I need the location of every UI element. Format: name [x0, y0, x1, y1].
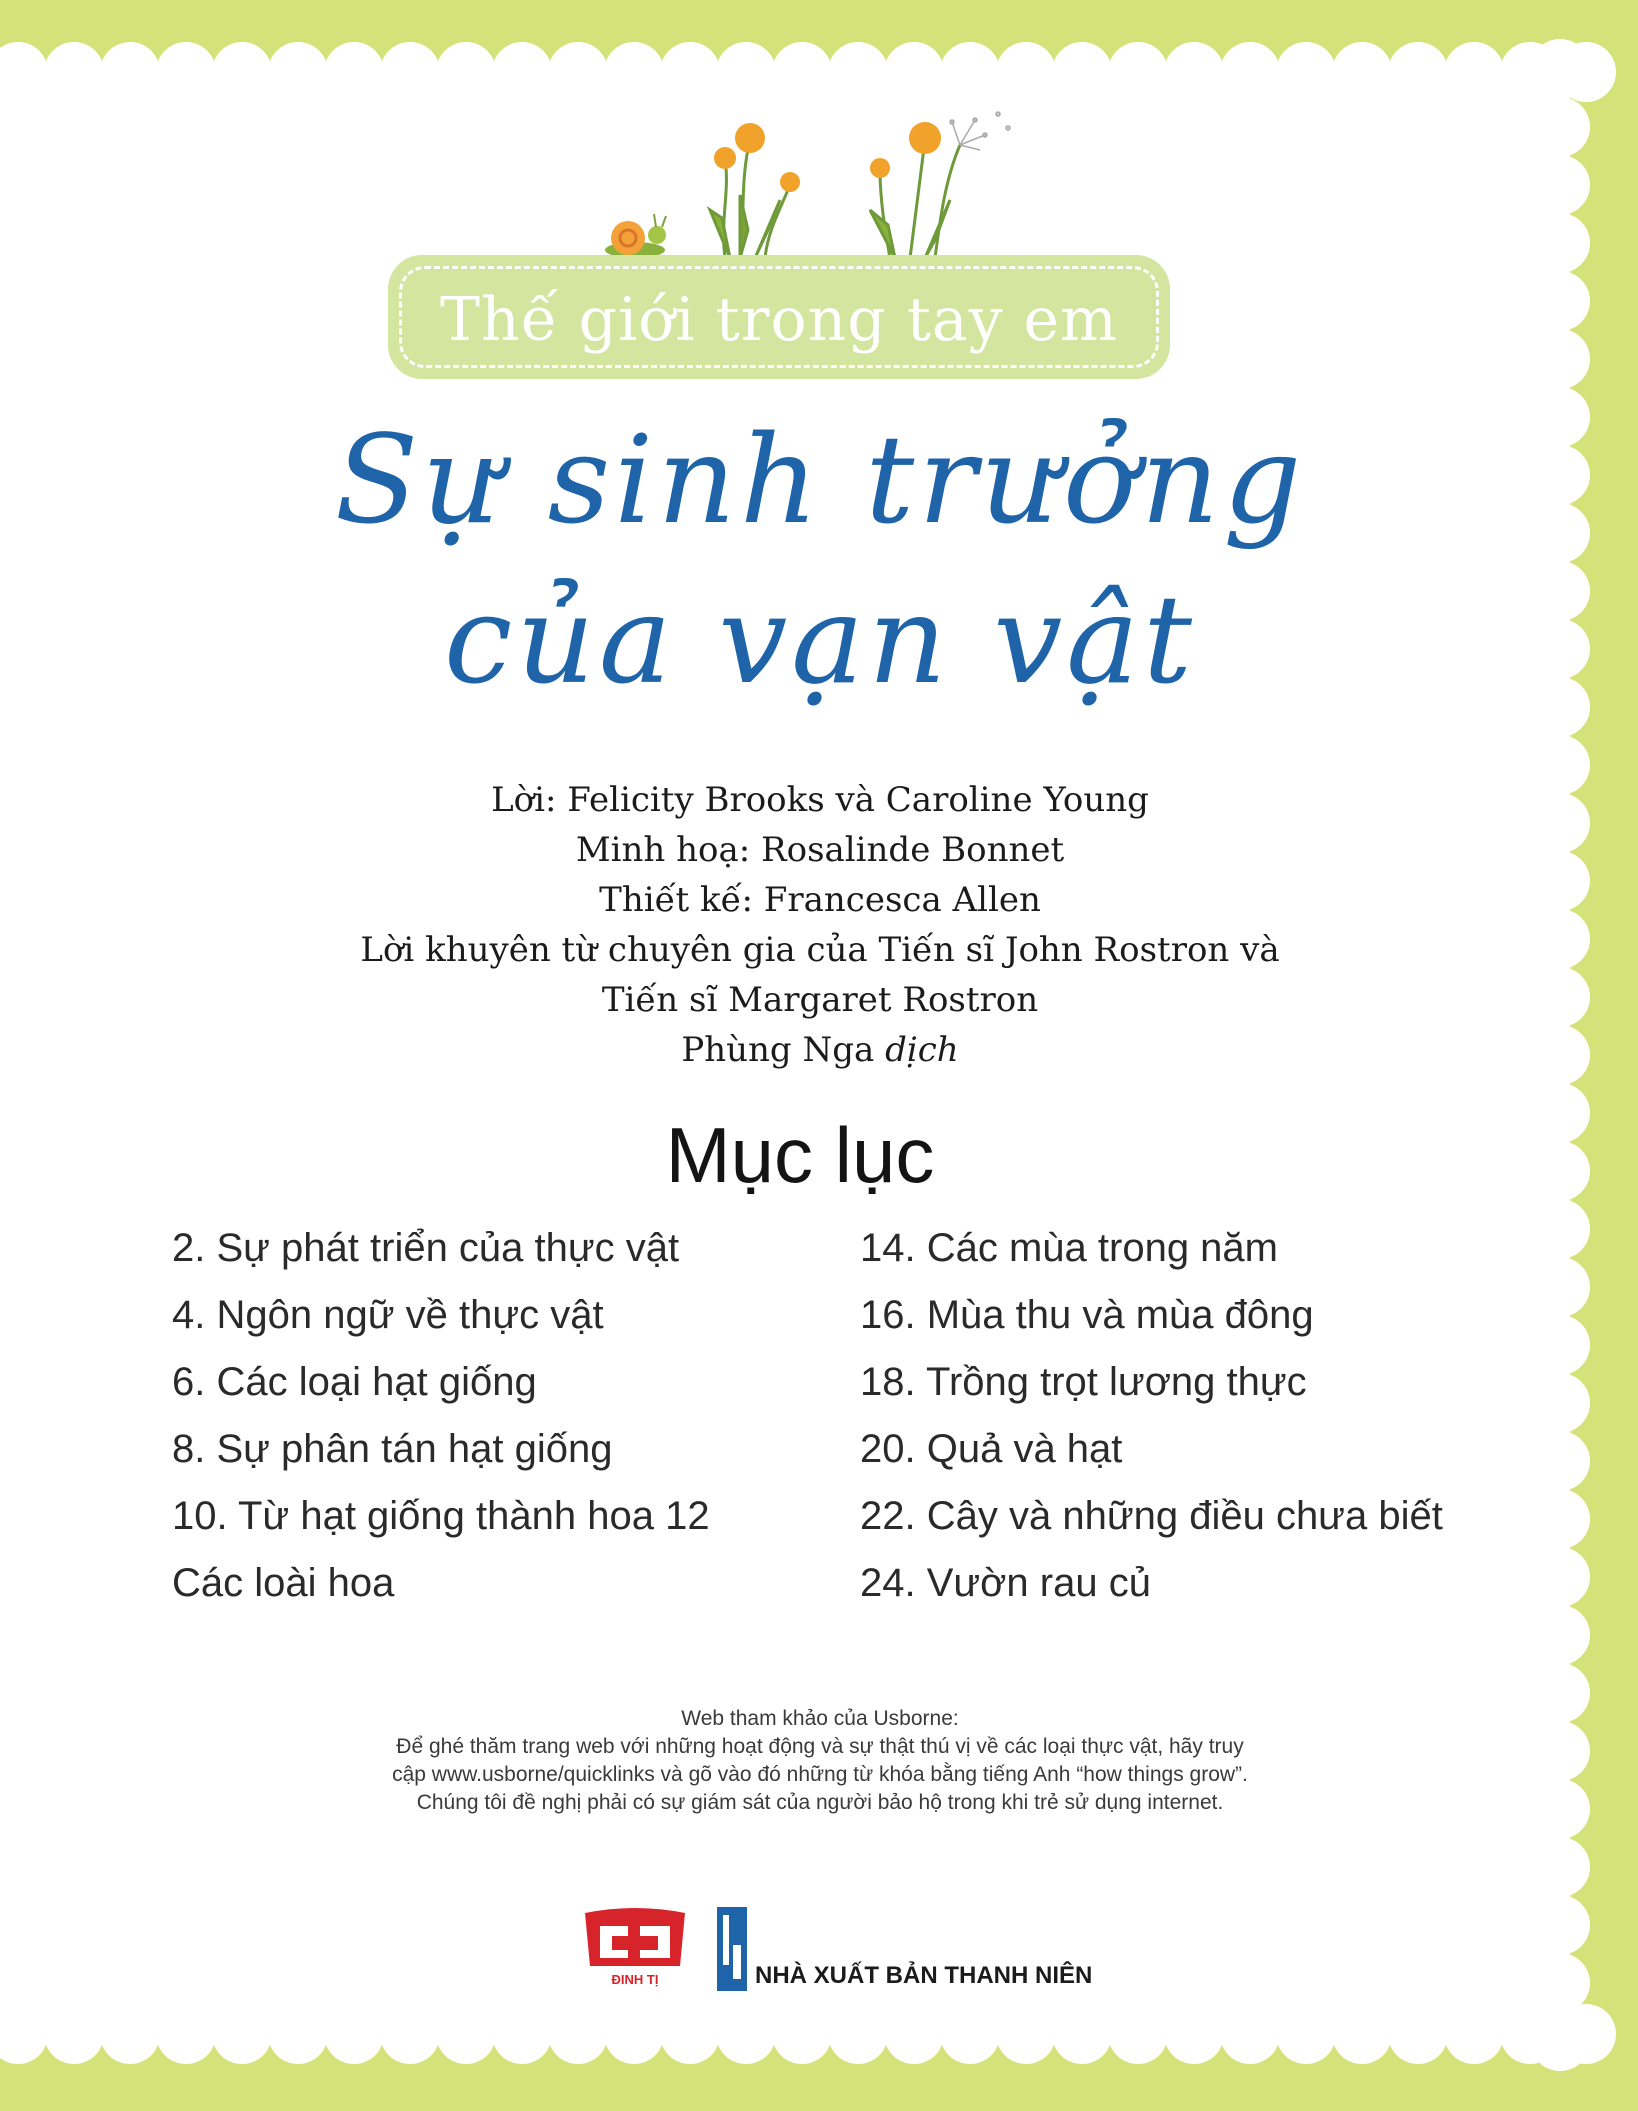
- credit-line: Tiến sĩ Margaret Rostron: [601, 980, 1039, 1020]
- frame-scallop: [1530, 97, 1590, 157]
- frame-scallop: [436, 42, 496, 102]
- toc-item: 8. Sự phân tán hạt giống: [172, 1427, 613, 1471]
- frame-scallop: [1332, 2004, 1392, 2064]
- frame-scallop: [268, 42, 328, 102]
- frame-scallop: [1276, 2004, 1336, 2064]
- frame-scallop: [1530, 1257, 1590, 1317]
- translator-name: Phùng Nga: [681, 1030, 875, 1070]
- frame-scallop: [1276, 42, 1336, 102]
- dandelion-snail-illustration: [590, 100, 1050, 260]
- frame-scallop: [1530, 1025, 1590, 1085]
- frame-scallop: [1164, 2004, 1224, 2064]
- toc-item: 22. Cây và những điều chưa biết: [860, 1494, 1443, 1538]
- frame-scallop: [1556, 2004, 1616, 2064]
- frame-scallop: [1530, 387, 1590, 447]
- frame-scallop: [548, 2004, 608, 2064]
- frame-scallop: [1530, 329, 1590, 389]
- frame-scallop: [1388, 42, 1448, 102]
- toc-item: 10. Từ hạt giống thành hoa 12: [172, 1494, 710, 1538]
- frame-scallop: [1530, 1779, 1590, 1839]
- frame-scallop: [1108, 42, 1168, 102]
- credit-line: Minh hoạ: Rosalinde Bonnet: [575, 830, 1065, 870]
- frame-scallop: [1530, 271, 1590, 331]
- toc-item: 20. Quả và hạt: [860, 1427, 1123, 1471]
- thanhnien-logo-icon: [715, 1905, 749, 1993]
- toc-item: 2. Sự phát triển của thực vật: [172, 1226, 680, 1270]
- frame-scallop: [268, 2004, 328, 2064]
- frame-scallop: [1530, 1663, 1590, 1723]
- publisher-name: NHÀ XUẤT BẢN THANH NIÊN: [755, 1962, 1093, 1989]
- frame-scallop: [828, 42, 888, 102]
- toc-item: 6. Các loại hạt giống: [172, 1360, 537, 1404]
- credit-line: Lời: Felicity Brooks và Caroline Young: [491, 780, 1149, 820]
- dandelion-right-icon: [870, 140, 960, 258]
- frame-scallop: [1220, 42, 1280, 102]
- snail-icon: [605, 214, 666, 258]
- frame-scallop: [940, 2004, 1000, 2064]
- frame-scallop: [324, 2004, 384, 2064]
- frame-scallop: [212, 2004, 272, 2064]
- frame-scallop: [1530, 1837, 1590, 1897]
- toc-item: 14. Các mùa trong năm: [860, 1226, 1278, 1270]
- frame-scallop: [716, 42, 776, 102]
- frame-scallop: [772, 2004, 832, 2064]
- frame-scallop: [1052, 2004, 1112, 2064]
- toc-item: Các loài hoa: [172, 1561, 395, 1605]
- frame-scallop: [436, 2004, 496, 2064]
- frame-scallop: [940, 42, 1000, 102]
- frame-scallop: [828, 2004, 888, 2064]
- frame-scallop: [1530, 967, 1590, 1027]
- frame-scallop: [1444, 42, 1504, 102]
- frame-scallop: [884, 2004, 944, 2064]
- frame-scallop: [604, 42, 664, 102]
- series-title: Thế giới trong tay em: [440, 285, 1118, 355]
- frame-scallop: [1530, 503, 1590, 563]
- frame-scallop: [1530, 1315, 1590, 1375]
- frame-scallop: [380, 42, 440, 102]
- frame-scallop: [1530, 1431, 1590, 1491]
- frame-scallop: [772, 42, 832, 102]
- frame-scallop: [1530, 155, 1590, 215]
- frame-scallop: [996, 42, 1056, 102]
- frame-scallop: [1530, 619, 1590, 679]
- toc-item: 18. Trồng trọt lương thực: [860, 1360, 1307, 1404]
- frame-scallop: [1530, 1895, 1590, 1955]
- toc-item: 16. Mùa thu và mùa đông: [860, 1293, 1314, 1337]
- frame-scallop: [324, 42, 384, 102]
- frame-scallop: [1530, 39, 1590, 99]
- dinhti-logo-icon: [580, 1908, 690, 1968]
- frame-scallop: [1500, 2004, 1560, 2064]
- web-reference-line: cập www.usborne/quicklinks và gõ vào đó những từ khóa bằng tiếng Anh “how things grow”.: [392, 1763, 1248, 1786]
- translator-role: dịch: [885, 1030, 959, 1070]
- dandelion-seedhead-icon: [950, 112, 1010, 150]
- frame-scallop: [1530, 445, 1590, 505]
- frame-scallop: [1530, 213, 1590, 273]
- translator-line: [250, 1025, 1390, 1075]
- frame-scallop: [212, 42, 272, 102]
- toc-heading: Mục lục: [665, 1111, 935, 1199]
- frame-scallop: [1530, 1141, 1590, 1201]
- frame-scallop: [44, 2004, 104, 2064]
- web-reference-line: Chúng tôi đề nghị phải có sự giám sát của người bảo hộ trong khi trẻ sử dụng internet.: [416, 1791, 1224, 1814]
- book-title-line-1: Sự sinh trưởng: [334, 409, 1306, 551]
- frame-scallop: [156, 42, 216, 102]
- frame-scallop: [1530, 1547, 1590, 1607]
- book-title-line-2: của vạn vật: [443, 569, 1197, 711]
- toc-item: 24. Vườn rau củ: [860, 1561, 1151, 1605]
- frame-scallop: [660, 42, 720, 102]
- credit-line: Lời khuyên từ chuyên gia của Tiến sĩ John Rostron và: [360, 930, 1280, 970]
- frame-scallop: [1530, 1199, 1590, 1259]
- frame-scallop: [380, 2004, 440, 2064]
- frame-scallop: [1530, 1605, 1590, 1665]
- frame-scallop: [1530, 793, 1590, 853]
- frame-scallop: [1530, 1489, 1590, 1549]
- frame-scallop: [604, 2004, 664, 2064]
- dinhti-label: ĐINH TỊ: [611, 1972, 659, 1987]
- frame-scallop: [1530, 677, 1590, 737]
- frame-scallop: [660, 2004, 720, 2064]
- frame-scallop: [100, 42, 160, 102]
- web-reference-line: Để ghé thăm trang web với những hoạt động và sự thật thú vị về các loại thực vật, hãy truy: [396, 1735, 1244, 1758]
- frame-scallop: [1052, 42, 1112, 102]
- frame-scallop: [492, 42, 552, 102]
- frame-scallop: [1530, 1083, 1590, 1143]
- frame-scallop: [1332, 42, 1392, 102]
- web-reference-heading: Web tham khảo của Usborne:: [681, 1707, 959, 1730]
- frame-scallop: [884, 42, 944, 102]
- frame-scallop: [1530, 735, 1590, 795]
- frame-scallop: [1530, 1953, 1590, 2013]
- frame-scallop: [1530, 909, 1590, 969]
- frame-scallop: [996, 2004, 1056, 2064]
- credit-line: Thiết kế: Francesca Allen: [599, 880, 1041, 920]
- frame-scallop: [1388, 2004, 1448, 2064]
- frame-scallop: [492, 2004, 552, 2064]
- frame-scallop: [1530, 561, 1590, 621]
- frame-scallop: [44, 42, 104, 102]
- frame-scallop: [1220, 2004, 1280, 2064]
- frame-scallop: [548, 42, 608, 102]
- frame-scallop: [1108, 2004, 1168, 2064]
- frame-scallop: [156, 2004, 216, 2064]
- toc-item: 4. Ngôn ngữ về thực vật: [172, 1293, 604, 1337]
- frame-scallop: [100, 2004, 160, 2064]
- frame-scallop: [1530, 1721, 1590, 1781]
- frame-scallop: [1164, 42, 1224, 102]
- frame-scallop: [1530, 1373, 1590, 1433]
- frame-scallop: [1530, 851, 1590, 911]
- frame-scallop: [1444, 2004, 1504, 2064]
- frame-scallop: [716, 2004, 776, 2064]
